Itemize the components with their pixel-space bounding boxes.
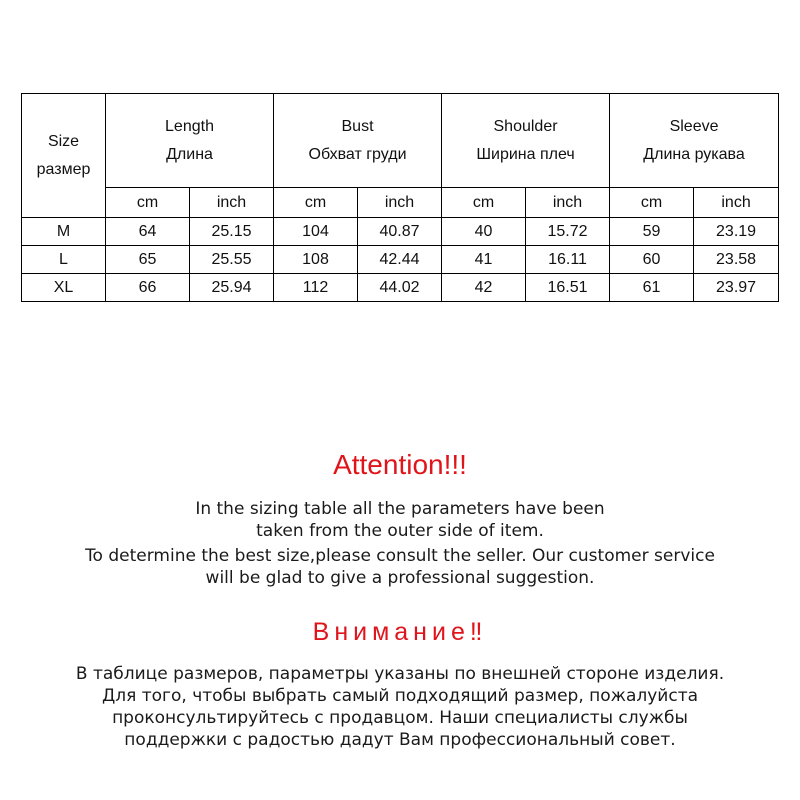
size-label: XL: [22, 274, 106, 302]
table-cell: 112: [274, 274, 358, 302]
bust-header: [274, 94, 442, 188]
size-chart-table: [21, 93, 779, 302]
table-cell: 23.19: [694, 218, 779, 246]
unit-cell: cm: [274, 188, 358, 218]
table-cell: 16.11: [526, 246, 610, 274]
length-header: [106, 94, 274, 188]
notice-ru-line: Для того, чтобы выбрать самый подходящий размер, пожалуйста: [101, 686, 699, 706]
table-row: [22, 246, 779, 274]
header-row: [22, 94, 779, 188]
table-cell: 42: [442, 274, 526, 302]
sleeve-header-en: Sleeve: [669, 117, 719, 135]
unit-cell: cm: [610, 188, 694, 218]
unit-cell: inch: [694, 188, 779, 218]
unit-cell: cm: [442, 188, 526, 218]
table-cell: 108: [274, 246, 358, 274]
sleeve-header: [610, 94, 779, 188]
bust-header-en: Bust: [341, 117, 374, 135]
notice-en-para2: [0, 545, 800, 589]
shoulder-header: [442, 94, 610, 188]
table-cell: 40.87: [358, 218, 442, 246]
table-row: [22, 218, 779, 246]
size-label: M: [22, 218, 106, 246]
unit-cell: inch: [190, 188, 274, 218]
table-cell: 23.58: [694, 246, 779, 274]
shoulder-header-en: Shoulder: [493, 117, 558, 135]
table-cell: 44.02: [358, 274, 442, 302]
table-cell: 15.72: [526, 218, 610, 246]
length-header-en: Length: [165, 117, 214, 135]
table-cell: 65: [106, 246, 190, 274]
bust-header-ru: Обхват груди: [308, 145, 407, 163]
unit-row: [22, 188, 779, 218]
notice-en-line: will be glad to give a professional suggestion.: [205, 568, 595, 588]
unit-cell: cm: [106, 188, 190, 218]
size-header-ru: размер: [36, 160, 91, 178]
table-cell: 25.15: [190, 218, 274, 246]
table-cell: 40: [442, 218, 526, 246]
length-header-ru: Длина: [166, 145, 213, 163]
notice-en-para1: [0, 498, 800, 542]
notice-en-line: In the sizing table all the parameters have been: [195, 499, 605, 519]
attention-title-ru: Внимание‼: [312, 618, 488, 646]
table-cell: 25.55: [190, 246, 274, 274]
table-cell: 41: [442, 246, 526, 274]
size-header: [22, 94, 106, 218]
size-header-en: Size: [47, 132, 80, 150]
unit-cell: inch: [526, 188, 610, 218]
table-cell: 42.44: [358, 246, 442, 274]
unit-cell: inch: [358, 188, 442, 218]
notice-en-line: To determine the best size,please consult the seller. Our customer service: [85, 546, 715, 566]
size-label: L: [22, 246, 106, 274]
notice-en-line: taken from the outer side of item.: [256, 521, 544, 541]
table-cell: 66: [106, 274, 190, 302]
table-cell: 61: [610, 274, 694, 302]
table-cell: 104: [274, 218, 358, 246]
table-cell: 64: [106, 218, 190, 246]
table-row: [22, 274, 779, 302]
attention-title-en: Attention!!!: [333, 449, 467, 480]
table-cell: 60: [610, 246, 694, 274]
shoulder-header-ru: Ширина плеч: [476, 145, 575, 163]
notice-ru-text: [0, 663, 800, 751]
table-cell: 59: [610, 218, 694, 246]
table-cell: 23.97: [694, 274, 779, 302]
table-cell: 16.51: [526, 274, 610, 302]
notice-ru-line: В таблице размеров, параметры указаны по внешней стороне изделия.: [75, 664, 725, 684]
table-cell: 25.94: [190, 274, 274, 302]
sleeve-header-ru: Длина рукава: [643, 145, 745, 163]
notice-ru-line: проконсультируйтесь с продавцом. Наши специалисты службы: [112, 708, 688, 728]
notice-ru-line: поддержки с радостью дадут Вам профессиональный совет.: [124, 730, 676, 750]
